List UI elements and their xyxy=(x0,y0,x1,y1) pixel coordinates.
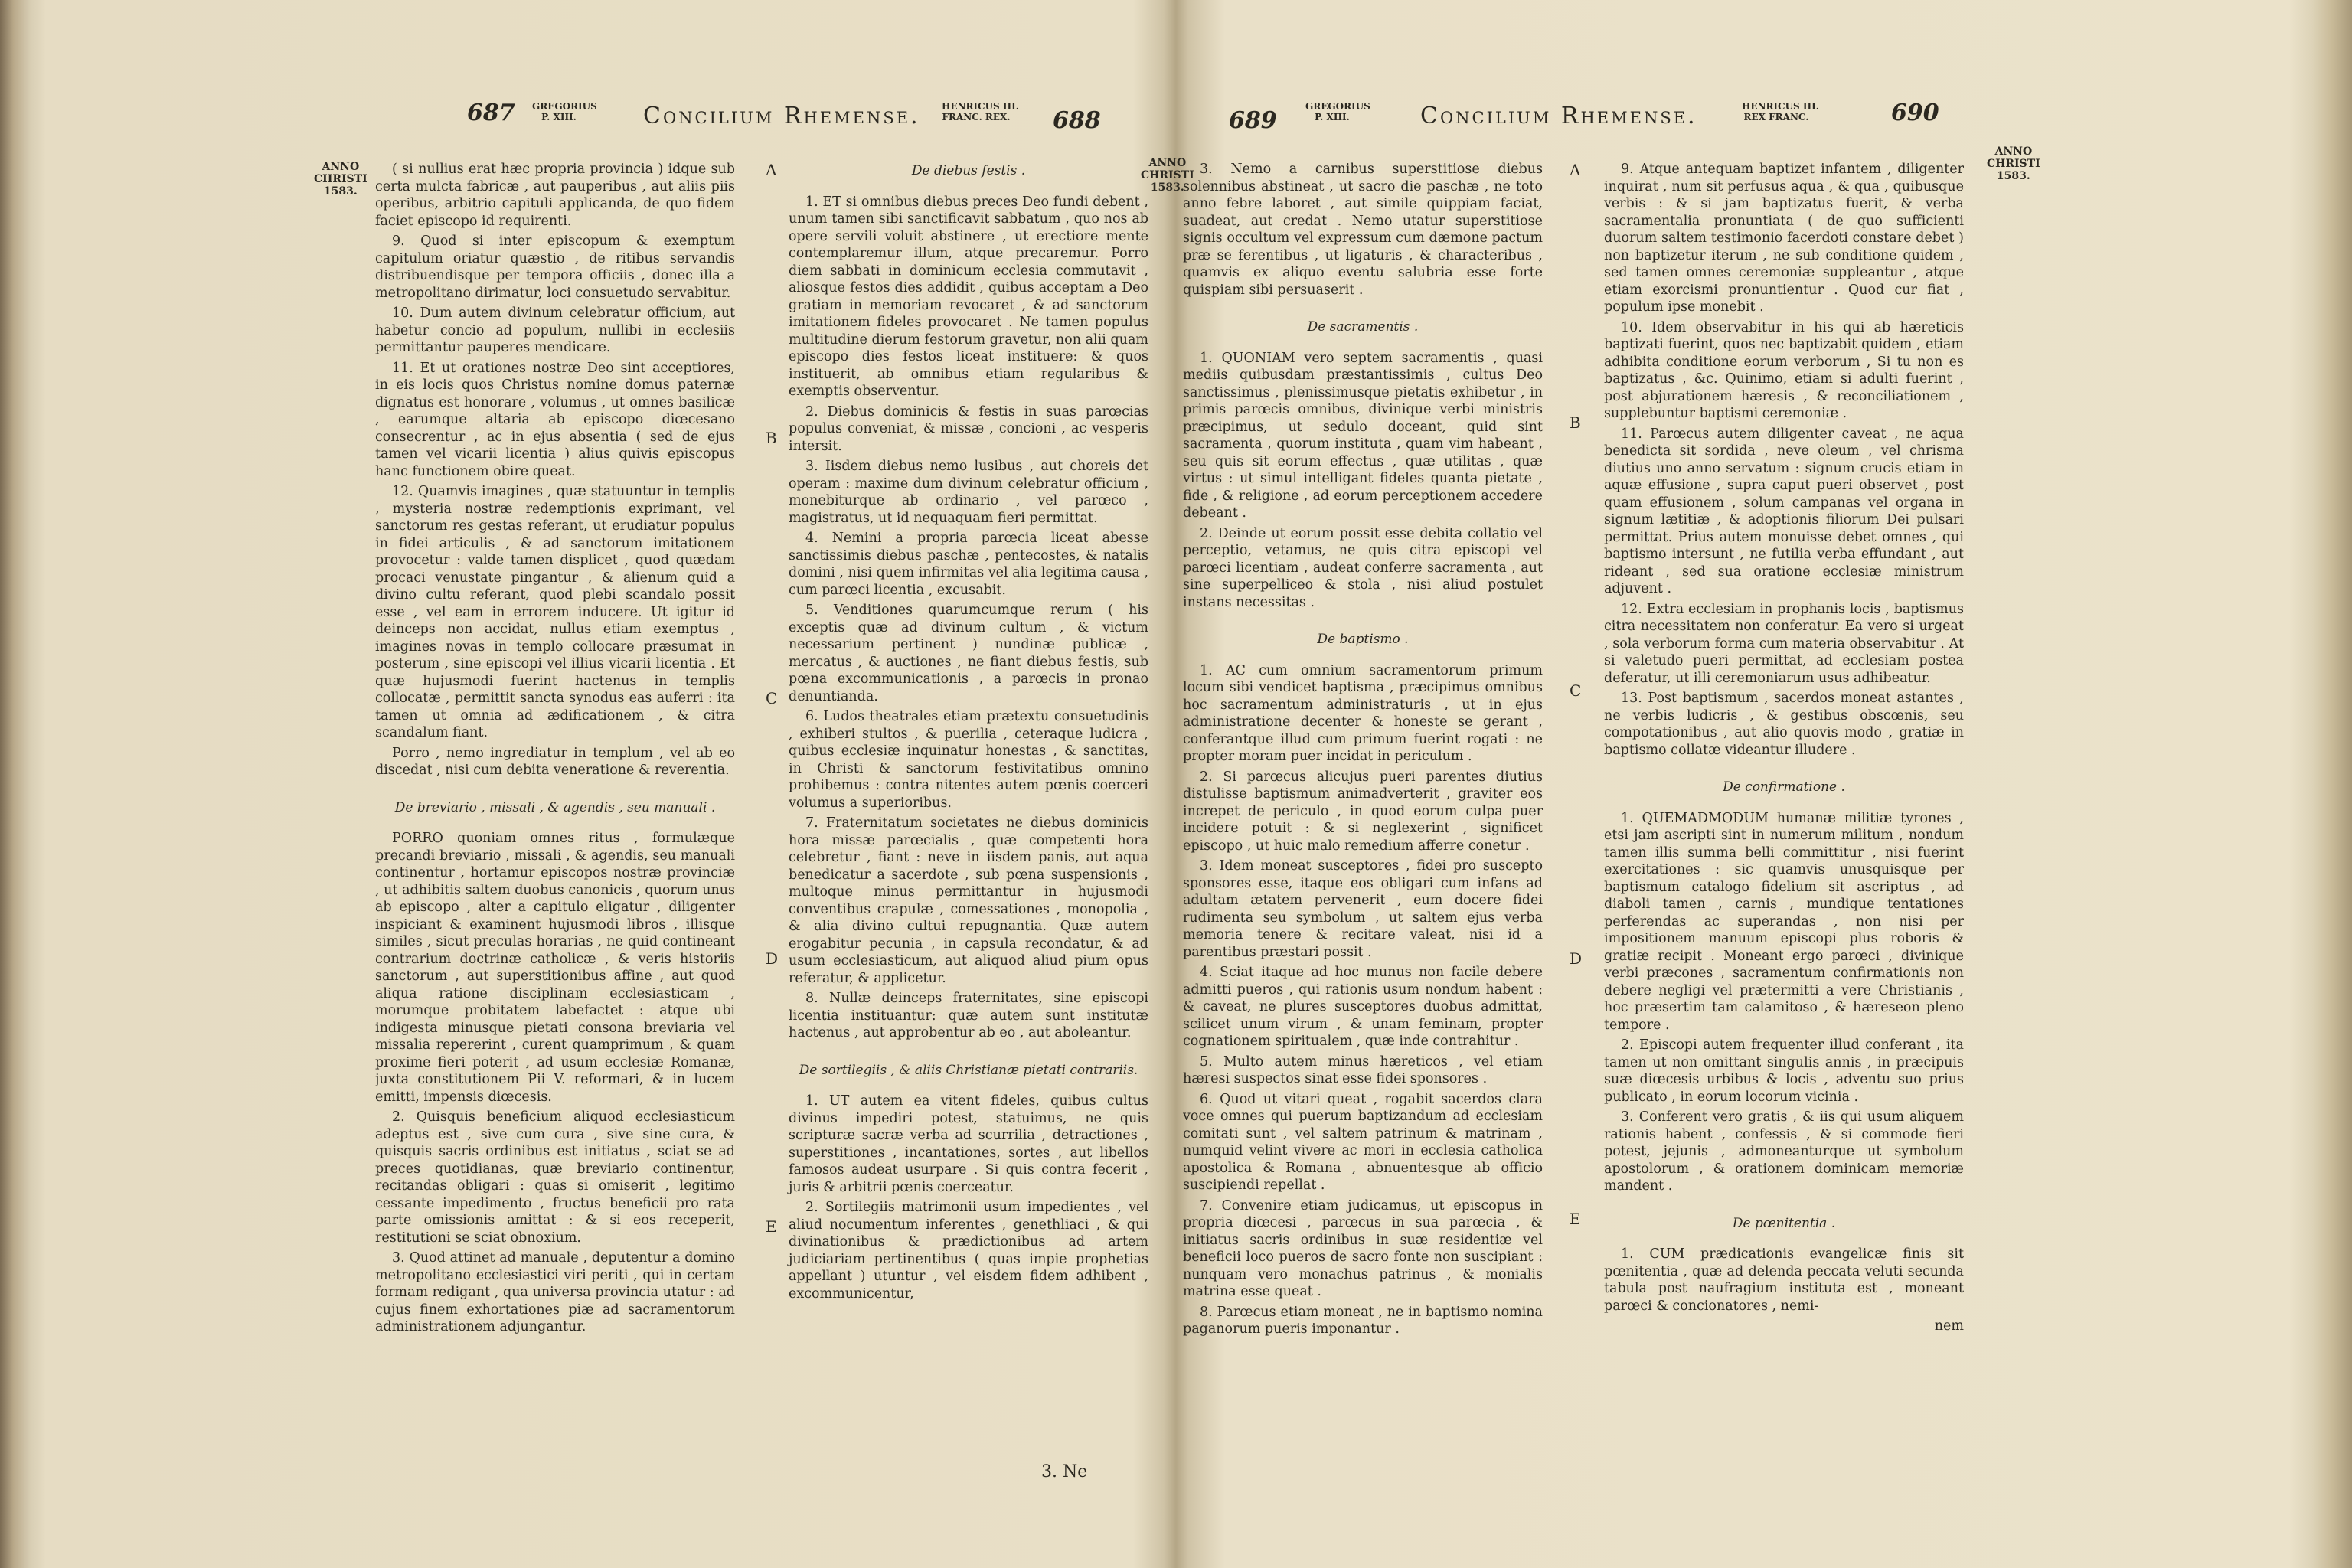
margin-letter: D xyxy=(766,949,779,968)
left-page xyxy=(375,100,1156,1554)
running-title: Concilium Rhemense. xyxy=(1420,103,1697,129)
margin-letter: B xyxy=(1570,413,1581,432)
paragraph: 1. QUONIAM vero septem sacramentis , quasi mediis quibusdam præstantissimis , cultus Deo sanctissimus , plenissimusque pietatis exhibetur , in primis parœcis omnibus, divinique verbi ministris præcipimus, ut sedulo doceant, quid sint sacramenta , quorum instituta , quam vim habeant , seu quis sit eorum effectus , quæ utilitas , quæ virtus : ut simul intelligant fideles quanta pietate , fide , & religione , ad eorum perceptionem accedere debeant . xyxy=(1183,350,1543,521)
paragraph: 4. Nemini a propria parœcia liceat abesse sanctissimis diebus paschæ , pentecostes, & natalis domini , nisi quem infirmitas vel alia legitima causa , cum parœci licentia , excusabit. xyxy=(789,531,1148,598)
pope-label: GREGORIUS P. XIII. xyxy=(1305,101,1370,122)
left-page-header xyxy=(375,100,1156,145)
running-title: Concilium Rhemense. xyxy=(643,103,920,129)
page-number-right: 688 xyxy=(1053,107,1101,134)
text-block xyxy=(375,161,735,779)
paragraph: 6. Ludos theatrales etiam prætextu consuetudinis , exhiberi stultos , & puerilia , ceteraque ludicra , quibus ecclesiæ inquinatur honestas , & sanctitas, in Christi & sanctorum festivitatibus omnino prohibemus : contra nitentes autem pœnis coerceri volumus a superioribus. xyxy=(789,709,1148,811)
page-number-left: 687 xyxy=(467,100,515,126)
paragraph: 9. Atque antequam baptizet infantem , diligenter inquirat , num sit perfusus aqua , & qua , quibusque verbis : & si jam baptizatus fuerit, & verba sacramentalia pronuntiata ( de quo sufficienti duorum saltem testimonio facerdoti constare debet ) non baptizetur iterum , ne sub conditione quidem , sed tamen omnes ceremoniæ suppleantur , atque etiam exorcismi pronuntientur . Quod cur fiat , populum ipse monebit . xyxy=(1604,162,1964,315)
paragraph: 1. QUEMADMODUM humanæ militiæ tyrones , etsi jam ascripti sint in numerum militum , nondum tamen illis summa belli committitur , nisi fuerint exercitationes : sic quamvis unusquisque per baptismum catalogo fidelium sit ascriptus , ad diaboli tamen , carnis , mundique tentationes perferendas ac superandas , non nisi per impositionem manuum episcopi plus roboris & gratiæ recipit . Moneant ergo parœci , divinique verbi præcones , sacramentum confirmationis non debere negligi vel prætermitti a vere Christianis , hoc præsertim tam calamitoso , & hæreseon pleno tempore . xyxy=(1604,810,1964,1033)
paragraph: 1. CUM prædicationis evangelicæ finis sit pœnitentia , quæ ad delenda peccata veluti secunda tabula post naufragium instituta est , moneant parœci & concionatores , nemi- xyxy=(1604,1246,1964,1314)
paragraph: 8. Parœcus etiam moneat , ne in baptismo nomina paganorum pueris imponantur . xyxy=(1183,1304,1543,1337)
paragraph: 12. Extra ecclesiam in prophanis locis , baptismus citra necessitatem non conferatur. Ea vero si urgeat , sola verborum forma cum materia observabitur . At si valetudo pueri permittat, ad ecclesiam postea deferatur, ut illi ceremoniarum usus adhibeatur. xyxy=(1604,601,1964,686)
section-heading: De diebus festis . xyxy=(911,163,1026,178)
king-label: HENRICUS III. FRANC. REX. xyxy=(942,101,1019,122)
paragraph: 7. Fraternitatum societates ne diebus dominicis hora missæ parœcialis , quæ competenti hora celebretur , fiant : neve in iisdem panis, aut aqua benedicatur a sacerdote , sub pœna suspensionis , multoque minus permittantur in hujusmodi conventibus crapulæ , comessationes , monopolia , & alia divino cultui repugnantia. Quæ autem erogabitur pecunia , in capsula recondatur, & ad usum ecclesiasticum, aut aliquod aliud pium opus referatur, & applicetur. xyxy=(789,815,1148,986)
section-heading: De pœnitentia . xyxy=(1732,1215,1836,1231)
margin-letter: C xyxy=(766,689,778,707)
anno-christi-margin: ANNO CHRISTI 1583. xyxy=(1987,145,2040,182)
paragraph: 5. Venditiones quarumcumque rerum ( his exceptis quæ ad divinum cultum , & victum necessarium pertinent ) nundinæ publicæ , mercatus , & auctiones , ne fiant diebus festis, sub pœna excommunicationis , a parœcis in pronao denuntianda. xyxy=(789,603,1148,704)
section-heading: De baptismo . xyxy=(1317,632,1409,647)
right-page-column-2 xyxy=(1604,161,1964,1335)
paragraph: Porro , nemo ingrediatur in templum , vel ab eo discedat , nisi cum debita veneratione & reverentia. xyxy=(375,745,735,778)
section-heading: De sacramentis . xyxy=(1307,319,1419,335)
catchword: nem xyxy=(1934,1318,1964,1334)
paragraph: 2. Deinde ut eorum possit esse debita collatio vel perceptio, vetamus, ne quis citra episcopi vel parœci licentiam , audeat conferre sacramenta , aut sine superpelliceo & stola , nisi aliud postulet instans necessitas . xyxy=(1183,525,1543,610)
paragraph: 11. Et ut orationes nostræ Deo sint acceptiores, in eis locis quos Christus nomine domus paternæ dignatus est honorare , volumus , ut omnes basilicæ , earumque altaria ab episcopo diœcesano consecrentur , ac in ejus absentia ( sed de ejus tamen vel vicarii licentia ) alius quivis episcopus hanc functionem obire queat. xyxy=(375,360,735,479)
paragraph: 2. Diebus dominicis & festis in suas parœcias populus conveniat, & missæ , concioni , ac vesperis intersit. xyxy=(789,403,1148,454)
paragraph: ( si nullius erat hæc propria provincia ) idque sub certa mulcta fabricæ , aut pauperibus , aut aliis piis operibus, arbitrio capituli applicanda, de quo fidem faciet episcopo id requirenti. xyxy=(375,162,735,229)
right-page-header xyxy=(1183,100,1979,145)
section-heading: De sortilegiis , & aliis Christianæ pietati contrariis. xyxy=(799,1062,1138,1078)
paragraph: 11. Parœcus autem diligenter caveat , ne aqua benedicta sit sordida , neve oleum , vel chrisma diutius uno anno servatum : signum crucis etiam in aquæ effusione , supra caput pueri observet , post quam effusionem , solum campanas vel organa in signum lætitiæ , & adoptionis filiorum Dei pulsari permittat. Prius autem monuisse debet omnes , qui baptismo intersunt , ne futilia verba effundant , aut rideant , sed sua oratione ecclesiæ ministrum adjuvent . xyxy=(1604,426,1964,596)
margin-letter: A xyxy=(766,161,777,179)
paragraph: 10. Idem observabitur in his qui ab hæreticis baptizati fuerint, quos nec baptizabit quidem , etiam adhibita conditione eorum verborum , Si tu non es baptizatus , &c. Quinimo, etiam si adulti fuerint , post abjurationem hæresis , & reconciliationem , supplebuntur baptismi ceremoniæ . xyxy=(1604,319,1964,421)
left-page-column-1 xyxy=(375,161,735,1339)
margin-letter: C xyxy=(1570,681,1582,700)
margin-letter: B xyxy=(766,429,777,447)
section-heading: De breviario , missali , & agendis , seu manuali . xyxy=(394,799,716,815)
paragraph: 1. ET si omnibus diebus preces Deo fundi debent , unum tamen sibi sanctificavit sabbatum , quo nos ab opere servili voluit abstinere , ut erectiore mente contemplaremur illum, atque precaremur. Porro diem sabbati in dominicum ecclesia commutavit , aliosque festos dies addidit , quibus acceptam a Deo gratiam in memoriam revocaret , & ad sanctorum imitationem fideles provocaret . Ne tamen populus multitudine dierum festorum gravetur, non alii quam episcopo dies festos liceat instituere: & quos instituerit, ab omnibus etiam regularibus & exemptis observentur. xyxy=(789,194,1148,399)
paragraph: 13. Post baptismum , sacerdos moneat astantes , ne verbis ludicris , & gestibus obscœnis, seu compotationibus , aut alio quovis modo , gratiæ in baptismo collatæ videantur illudere . xyxy=(1604,691,1964,758)
anno-christi-margin: ANNO CHRISTI 1583. xyxy=(314,161,368,198)
margin-letter: E xyxy=(1570,1210,1581,1228)
left-page-column-2 xyxy=(789,161,1148,1305)
paragraph: 2. Episcopi autem frequenter illud conferant , ita tamen ut non omittant singulis annis , in præcipuis suæ diœcesis urbibus & locis , adventu suo prius publicato , in eorum locorum vicinia . xyxy=(1604,1037,1964,1105)
paragraph: 3. Idem moneat susceptores , fidei pro suscepto sponsores esse, itaque eos obligari cum infans ad adultam ætatem pervenerit , eum docere fidei rudimenta seu symbolum , ut saltem ejus verba memoria tenere & recitare valeat, nisi id a parentibus præstari possit . xyxy=(1183,858,1543,960)
paragraph: 12. Quamvis imagines , quæ statuuntur in templis , mysteria nostræ redemptionis exprimant, vel sanctorum res gestas referant, ut erudiatur populus in fidei articulis , & ad sanctorum imitationem provocetur : valde tamen displicet , quod quædam procaci venustate pingantur , & alienum quid a divino cultu referant, quod plebi scandalo possit esse , vel eam in errorem inducere. Ut igitur id deinceps non accidat, nullus etiam exemptus , imagines novas in templo collocare præsumat in posterum , sine episcopi vel illius vicarii licentia . Et quæ hujusmodi fuerint hactenus in templis collocatæ , permittit sancta synodus eas auferri : ita tamen ut omnia ad ædificationem , & citra scandalum fiant. xyxy=(375,484,735,740)
catchword: 3. Ne xyxy=(1041,1462,1088,1481)
paragraph: 3. Conferent vero gratis , & iis qui usum aliquem rationis habent , confessis , & si commode fieri potest, jejunis , admoneanturque ut symbolum apostolorum , & orationem dominicam memoriæ mandent . xyxy=(1604,1109,1964,1194)
paragraph: 9. Quod si inter episcopum & exemptum capitulum oriatur quæstio , de ritibus servandis distribuendisque per tempora officiis , donec illa a metropolitano dirimatur, loci consuetudo servabitur. xyxy=(375,234,735,301)
paragraph: 2. Si parœcus alicujus pueri parentes diutius distulisse baptismum animadverterit , graviter eos increpet de periculo , in quod eorum culpa puer incidere potuit : & si neglexerint , significet episcopo , ut huic malo remedium afferre conetur . xyxy=(1183,769,1543,854)
margin-letter: D xyxy=(1570,949,1583,968)
margin-letter: A xyxy=(1570,161,1581,179)
paragraph: 4. Sciat itaque ad hoc munus non facile debere admitti pueros , qui rationis usum nondum habent : & caveat, ne plures susceptores duobus admittat, scilicet unum virum , & unam feminam, propter cognationem spiritualem , quæ inde contrahitur . xyxy=(1183,965,1543,1049)
paragraph: 3. Quod attinet ad manuale , deputentur a domino metropolitano ecclesiastici viri periti , qui in certam formam redigant , qua universa provincia utatur : ad cujus finem exhortationes piæ ad sacramentorum administrationem adjungantur. xyxy=(375,1250,735,1334)
king-label: HENRICUS III. REX FRANC. xyxy=(1742,101,1819,122)
paragraph: 1. AC cum omnium sacramentorum primum locum sibi vendicet baptisma , præcipimus omnibus hoc sacramentum administraturis , ut in ejus administratione decenter & honeste se gerant , conferantque illud cum primum fuerint rogati : ne propter moram puer incidat in periculum . xyxy=(1183,662,1543,764)
paragraph: 2. Quisquis beneficium aliquod ecclesiasticum adeptus est , sive cum cura , sive sine cura, & quisquis sacris ordinibus est initiatus , sciat se ad preces quotidianas, quæ breviario continentur, recitandas obligari : quas si omiserit , legitimo cessante impedimento , fructus beneficii pro rata parte omissionis amittat : & si eos receperit, restitutioni se sciat obnoxium. xyxy=(375,1109,735,1246)
paragraph: PORRO quoniam omnes ritus , formulæque precandi breviario , missali , & agendis, seu manuali continentur , hortamur episcopos nostræ provinciæ , ut adhibitis saltem duobus canonicis , quorum unus ab episcopo , alter a capitulo eligatur , diligenter inspiciant & examinent hujusmodi libros , illisque similes , sicut preculas horarias , ne quid contineant contrarium doctrinæ catholicæ , & veris historiis sanctorum , aut superstitionibus affine , aut quod aliqua ratione disciplinam ecclesiasticam , morumque probitatem labefactet : atque ubi indigesta minusque pietati consona breviaria vel missalia repererint , curent quamprimum , & quam proxime fieri poterit , ad usum ecclesiæ Romanæ, juxta constitutionem Pii V. reformari, & in lucem emitti, impensis diœcesis. xyxy=(375,831,735,1105)
section-heading: De confirmatione . xyxy=(1723,779,1845,795)
paragraph: 7. Convenire etiam judicamus, ut episcopus in propria diœcesi , parœcus in sua parœcia , & initiatus sacris ordinibus in suæ residentiæ vel beneficii loco pueros de sacro fonte non suscipiant : nunquam vero monachus patrinus , & monialis matrina esse queat . xyxy=(1183,1197,1543,1299)
margin-letter: E xyxy=(766,1217,777,1236)
paragraph: 6. Quod ut vitari queat , rogabit sacerdos clara voce omnes qui puerum baptizandum ad ecclesiam comitati sunt , vel saltem patrinum & matrinam , numquid velint vivere ac mori in ecclesia catholica apostolica & Romana , abnuentesque ab officio suscipiendi repellat . xyxy=(1183,1091,1543,1193)
page-number-left: 689 xyxy=(1229,107,1277,134)
paragraph: 1. UT autem ea vitent fideles, quibus cultus divinus impediri potest, statuimus, ne quis scripturæ sacræ verba ad scurrilia , detractiones , superstitiones , incantationes, sortes , aut libellos famosos audeat usurpare . Si quis contra fecerit , juris & arbitrii pœnis coerceatur. xyxy=(789,1093,1148,1195)
paragraph: 8. Nullæ deinceps fraternitates, sine episcopi licentia instituantur: quæ autem sunt institutæ hactenus , aut approbentur ab eo , aut aboleantur. xyxy=(789,991,1148,1040)
paragraph: 3. Nemo a carnibus superstitiose diebus solennibus abstineat , ut sacro die paschæ , ne toto anno febre laboret , aut simile quippiam faciat, suadeat, aut credat . Nemo utatur superstitiose signis occultum vel expressum cum dæmone pactum præ se ferentibus , ut ligaturis , & characteribus , quamvis ex aliquo eventu salubria esse forte quispiam sibi persuaserit . xyxy=(1183,162,1543,298)
page-number-right: 690 xyxy=(1891,100,1939,126)
paragraph: 10. Dum autem divinum celebratur officium, aut habetur concio ad populum, nullibi in ecclesiis permittantur pauperes mendicare. xyxy=(375,305,735,355)
pope-label: GREGORIUS P. XIII. xyxy=(532,101,597,122)
anno-christi-margin: ANNO CHRISTI 1583. xyxy=(1141,157,1194,194)
right-page-column-1 xyxy=(1183,161,1543,1341)
paragraph: 5. Multo autem minus hæreticos , vel etiam hæresi suspectos sinat esse fidei sponsores . xyxy=(1183,1054,1543,1086)
paragraph: 2. Sortilegiis matrimonii usum impedientes , vel aliud nocumentum inferentes , genethliaci , & qui divinationibus & prædictionibus ad artem judiciariam pertinentibus ( quas impie prophetias appellant ) utuntur , vel eisdem fidem adhibent , excommunicentur, xyxy=(789,1200,1148,1302)
right-page xyxy=(1183,100,1979,1554)
paragraph: 3. Iisdem diebus nemo lusibus , aut choreis det operam : maxime dum divinum celebratur officium , monebiturque ab ordinario , vel parœco , magistratus, ut id nequaquam fieri permittat. xyxy=(789,459,1148,526)
